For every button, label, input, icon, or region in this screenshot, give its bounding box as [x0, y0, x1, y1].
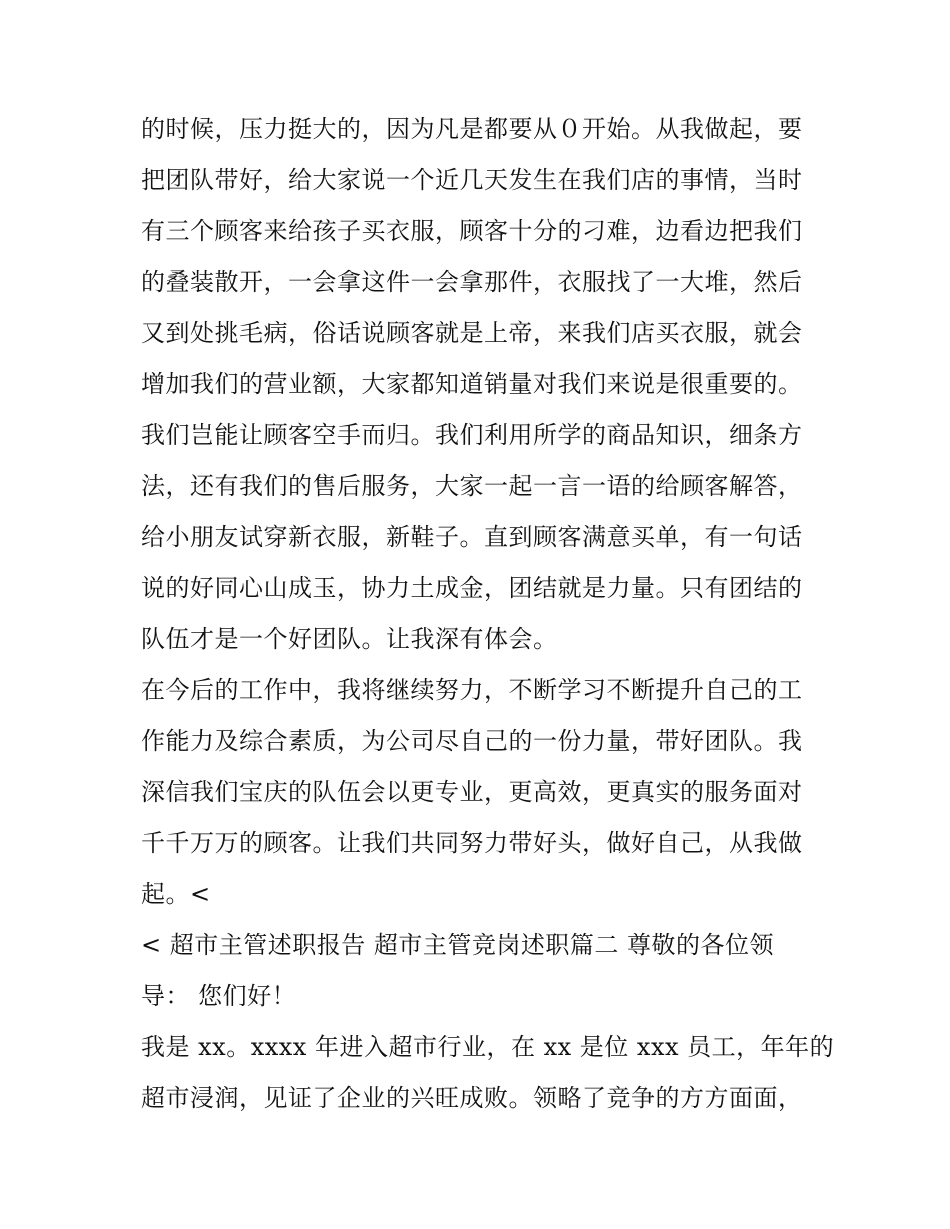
text-line: 千千万万的顾客。让我们共同努力带好头，做好自己，从我做 — [141, 829, 803, 857]
text-line: 法，还有我们的售后服务，大家一起一言一语的给顾客解答， — [141, 472, 803, 500]
text-line: 深信我们宝庆的队伍会以更专业，更高效，更真实的服务面对 — [141, 778, 803, 806]
text-line: 作能力及综合素质，为公司尽自己的一份力量，带好团队。我 — [141, 727, 803, 755]
text-line: 起。< — [141, 880, 211, 908]
text-line: 我们岂能让顾客空手而归。我们利用所学的商品知识，细条方 — [141, 421, 803, 449]
text-line: 的叠装散开，一会拿这件一会拿那件，衣服找了一大堆，然后 — [141, 268, 803, 296]
text-line: 我是 xx。xxxx 年进入超市行业，在 xx 是位 xxx 员工，年年的 — [141, 1033, 835, 1061]
text-line: < 超市主管述职报告 超市主管竞岗述职篇二 尊敬的各位领 — [141, 931, 774, 959]
text-line: 导： 您们好！ — [141, 982, 297, 1010]
text-line: 的时候，压力挺大的，因为凡是都要从０开始。从我做起，要 — [141, 115, 803, 143]
text-line: 在今后的工作中，我将继续努力，不断学习不断提升自己的工 — [141, 676, 803, 704]
text-line: 说的好同心山成玉，协力土成金，团结就是力量。只有团结的 — [141, 574, 803, 602]
text-line: 有三个顾客来给孩子买衣服，顾客十分的刁难，边看边把我们 — [141, 217, 803, 245]
text-line: 超市浸润，见证了企业的兴旺成败。领略了竞争的方方面面， — [141, 1084, 803, 1112]
text-line: 队伍才是一个好团队。让我深有体会。 — [141, 625, 558, 653]
text-line: 又到处挑毛病，俗话说顾客就是上帝，来我们店买衣服，就会 — [141, 319, 803, 347]
text-line: 增加我们的营业额，大家都知道销量对我们来说是很重要的。 — [141, 370, 803, 398]
text-line: 把团队带好，给大家说一个近几天发生在我们店的事情，当时 — [141, 166, 803, 194]
text-line: 给小朋友试穿新衣服，新鞋子。直到顾客满意买单，有一句话 — [141, 523, 803, 551]
